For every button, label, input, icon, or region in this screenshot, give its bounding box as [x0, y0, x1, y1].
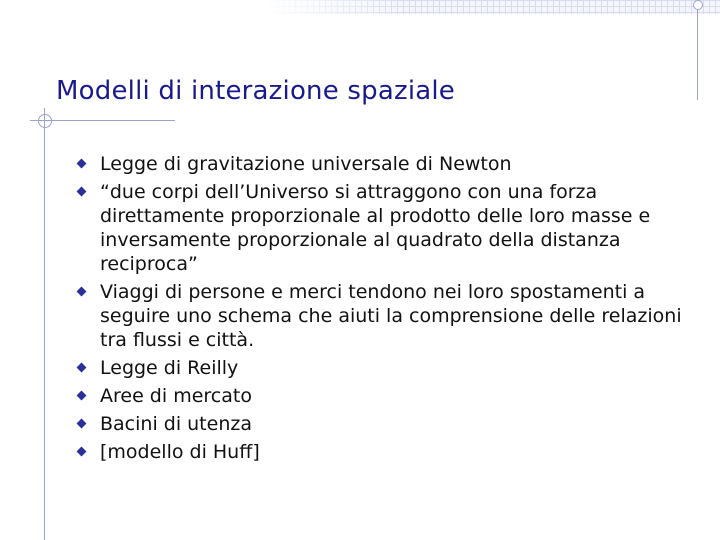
bullet-text: [modello di Huff] — [100, 441, 260, 463]
diamond-bullet-icon — [77, 287, 87, 297]
diamond-bullet-icon — [77, 159, 87, 169]
bullet-text: Legge di Reilly — [100, 357, 239, 379]
diamond-bullet-icon — [77, 391, 87, 401]
bullet-item — [76, 152, 696, 176]
bullet-item — [76, 412, 696, 436]
bullet-text: Legge di gravitazione universale di Newton — [100, 153, 512, 175]
diamond-bullet-icon — [77, 419, 87, 429]
crosshair-marker — [38, 114, 52, 128]
bullet-list — [76, 152, 696, 468]
bullet-item — [76, 280, 696, 352]
bullet-item — [76, 180, 696, 276]
bullet-text: Bacini di utenza — [100, 413, 252, 435]
bullet-item — [76, 440, 696, 464]
slide-title: Modelli di interazione spaziale — [56, 76, 456, 106]
grid-decoration — [265, 0, 720, 14]
bullet-item — [76, 384, 696, 408]
bullet-text: “due corpi dell’Universo si attraggono con una forza direttamente proporzionale al prodotto delle loro masse e inversamente proporzionale al quadrato della distanza reciproca” — [100, 181, 651, 275]
right-rule-ball — [693, 0, 703, 10]
diamond-bullet-icon — [77, 363, 87, 373]
left-vertical-rule — [44, 108, 45, 540]
right-vertical-rule — [697, 0, 698, 100]
bullet-item — [76, 356, 696, 380]
diamond-bullet-icon — [77, 447, 87, 457]
diamond-bullet-icon — [77, 187, 87, 197]
bullet-text: Viaggi di persone e merci tendono nei loro spostamenti a seguire uno schema che aiuti la comprensione delle relazioni tra flussi e città. — [100, 281, 682, 351]
bullet-text: Aree di mercato — [100, 385, 252, 407]
